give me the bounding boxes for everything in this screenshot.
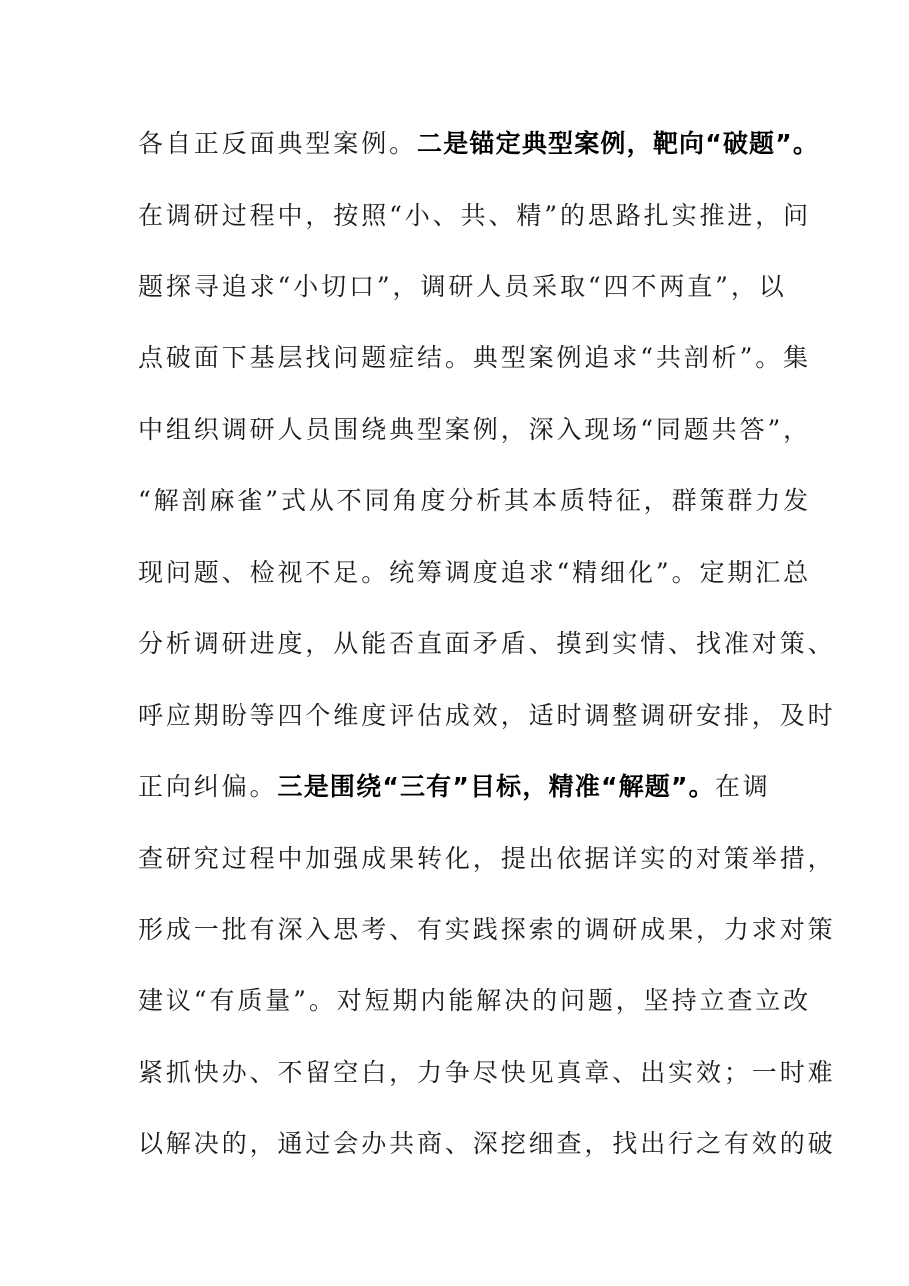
text-segment: 以解决的，通过会办共商、深挖细查，找出行之有效的破 bbox=[138, 1129, 836, 1158]
text-segment: 紧抓快办、不留空白，力争尽快见真章、出实效；一时难 bbox=[138, 1058, 836, 1087]
text-segment: 分析调研进度，从能否直面矛盾、摸到实情、找准对策、 bbox=[138, 629, 836, 658]
text-line bbox=[138, 624, 836, 664]
text-segment: “解剖麻雀”式从不同角度分析其本质特征，群策群力发 bbox=[138, 486, 812, 515]
bold-heading-segment: 三是围绕“三有”目标，精准“解题”。 bbox=[277, 772, 715, 801]
text-segment: 在调 bbox=[714, 772, 771, 801]
text-segment: 题探寻追求“小切口”，调研人员采取“四不两直”，以 bbox=[138, 272, 787, 301]
text-segment: 建议“有质量”。对短期内能解决的问题，坚持立查立改 bbox=[138, 986, 812, 1015]
text-line bbox=[138, 338, 811, 378]
text-line bbox=[138, 839, 836, 879]
text-segment: 现问题、检视不足。统筹调度追求“精细化”。定期汇总 bbox=[138, 558, 812, 587]
text-line bbox=[138, 767, 771, 807]
text-line bbox=[138, 910, 836, 950]
text-line bbox=[138, 124, 819, 164]
text-line bbox=[138, 196, 811, 236]
bold-heading-segment: 二是锚定典型案例，靶向“破题”。 bbox=[417, 129, 820, 158]
text-segment: 查研究过程中加强成果转化，提出依据详实的对策举措， bbox=[138, 844, 836, 873]
text-segment: 呼应期盼等四个维度评估成效，适时调整调研安排，及时 bbox=[138, 701, 836, 730]
text-line bbox=[138, 410, 811, 450]
text-segment: 正向纠偏。 bbox=[138, 772, 278, 801]
text-line bbox=[138, 1124, 836, 1164]
text-segment: 各自正反面典型案例。 bbox=[138, 129, 418, 158]
text-line bbox=[138, 696, 836, 736]
text-segment: 中组织调研人员围绕典型案例，深入现场“同题共答”， bbox=[138, 415, 812, 444]
text-segment: 在调研过程中，按照“小、共、精”的思路扎实推进，问 bbox=[138, 201, 812, 230]
text-line bbox=[138, 481, 811, 521]
text-line bbox=[138, 267, 787, 307]
text-line bbox=[138, 981, 811, 1021]
text-line bbox=[138, 553, 811, 593]
text-line bbox=[138, 1053, 836, 1093]
text-segment: 形成一批有深入思考、有实践探索的调研成果，力求对策 bbox=[138, 915, 836, 944]
text-segment: 点破面下基层找问题症结。典型案例追求“共剖析”。集 bbox=[138, 343, 812, 372]
